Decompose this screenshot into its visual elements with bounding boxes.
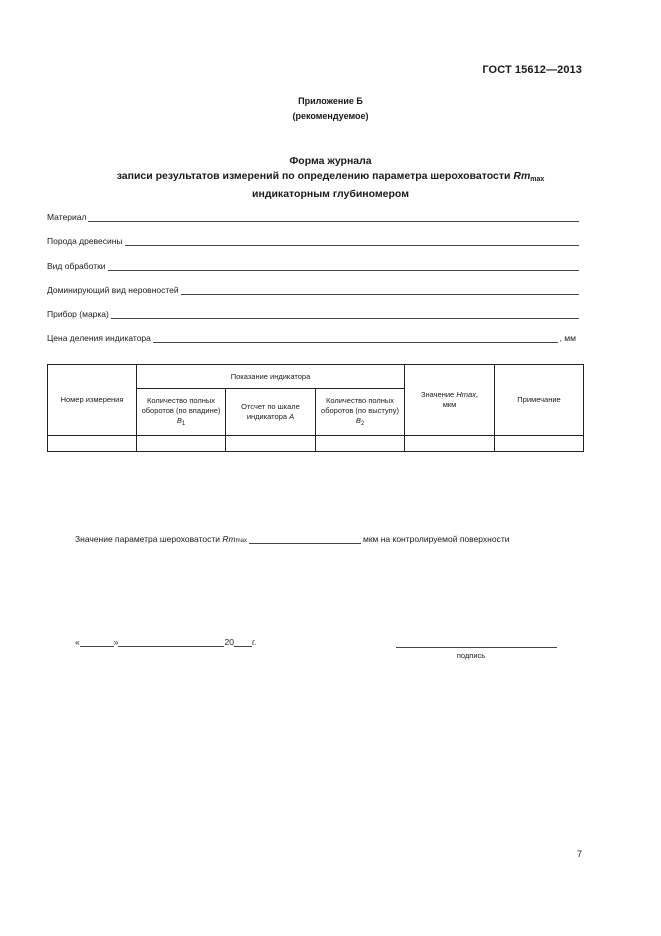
fill-line[interactable] xyxy=(125,237,579,246)
table-row xyxy=(48,436,584,452)
table-cell[interactable] xyxy=(495,436,584,452)
form-title-line2: записи результатов измерений по определению параметра шероховатости $Rm_{max}$ xyxy=(116,169,545,183)
param-symbol: Rm xyxy=(222,534,236,544)
header-note: Примечание xyxy=(495,365,584,436)
date-line: « » 20 г. xyxy=(75,637,257,647)
header-indicator-reading: Показание индикатора xyxy=(137,365,405,389)
fill-line[interactable] xyxy=(153,334,558,343)
header-b1: Количество полных оборотов (по впадине) $B_1$ xyxy=(137,389,226,436)
table-cell[interactable] xyxy=(137,436,226,452)
field-label: Материал xyxy=(47,212,87,222)
fill-line[interactable] xyxy=(181,286,579,295)
document-code: ГОСТ 15612—2013 xyxy=(482,64,582,76)
form-title-line3: индикаторным глубиномером xyxy=(252,188,409,200)
signature-caption: подпись xyxy=(456,651,486,660)
field-label: Цена деления индикатора xyxy=(47,333,151,343)
year-field[interactable] xyxy=(234,638,252,647)
field-indicator-division[interactable] xyxy=(47,333,576,343)
field-label: Прибор (марка) xyxy=(47,309,109,319)
field-label: Доминирующий вид неровностей xyxy=(47,285,179,295)
page-number: 7 xyxy=(577,849,583,859)
measurement-table xyxy=(47,364,584,452)
field-material[interactable] xyxy=(47,212,579,222)
table-cell[interactable] xyxy=(226,436,316,452)
header-b2: Количество полных оборотов (по выступу) $B_2$ xyxy=(316,389,405,436)
table-cell[interactable] xyxy=(48,436,137,452)
table-cell[interactable] xyxy=(316,436,405,452)
header-hmax-value: Значение Hmax, мкм xyxy=(405,365,495,436)
table-cell[interactable] xyxy=(405,436,495,452)
appendix-heading xyxy=(0,94,661,124)
field-unit: , мм xyxy=(559,333,576,343)
appendix-title: Приложение Б xyxy=(298,96,363,106)
header-a: Отсчет по шкале индикатора A xyxy=(226,389,316,436)
header-measurement-number: Номер измерения xyxy=(48,365,137,436)
day-field[interactable] xyxy=(80,638,114,647)
fill-line[interactable] xyxy=(88,213,579,222)
form-title xyxy=(0,154,661,202)
fill-line[interactable] xyxy=(111,310,579,319)
signature-line[interactable] xyxy=(396,647,557,648)
roughness-result: Значение параметра шероховатости Rm $_{max}$ мкм на контролируемой поверхности xyxy=(75,534,510,544)
field-wood-species[interactable] xyxy=(47,236,579,246)
field-processing-type[interactable] xyxy=(47,261,579,271)
fill-line[interactable] xyxy=(108,262,579,271)
field-instrument[interactable] xyxy=(47,309,579,319)
param-symbol: Rm xyxy=(513,169,531,182)
result-value-line[interactable] xyxy=(249,535,361,544)
field-dominant-irregularity[interactable] xyxy=(47,285,579,295)
month-field[interactable] xyxy=(118,638,224,647)
form-title-line1: Форма журнала xyxy=(289,155,372,167)
field-label: Порода древесины xyxy=(47,236,123,246)
field-label: Вид обработки xyxy=(47,261,106,271)
appendix-note: (рекомендуемое) xyxy=(292,111,369,121)
